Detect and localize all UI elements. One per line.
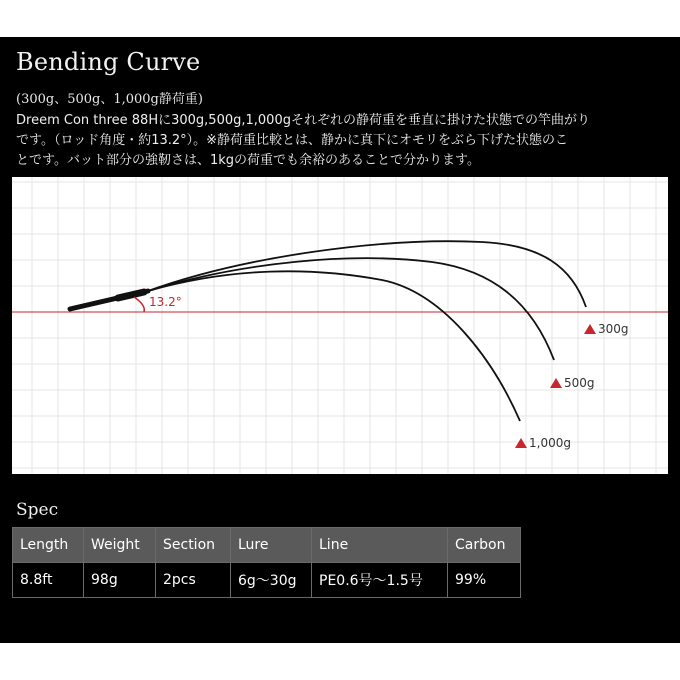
spec-value-line: PE0.6号～1.5号 xyxy=(312,563,448,598)
spec-value-row xyxy=(13,563,521,598)
spec-header-line: Line xyxy=(312,528,448,563)
spec-header-length: Length xyxy=(13,528,84,563)
bending-curve-svg xyxy=(12,177,668,474)
spec-value-section: 2pcs xyxy=(156,563,231,598)
spec-value-lure: 6g～30g xyxy=(231,563,312,598)
spec-table xyxy=(12,527,521,598)
curve-1000g xyxy=(148,271,520,421)
spec-value-carbon: 99% xyxy=(448,563,521,598)
grid xyxy=(12,177,668,474)
spec-header-section: Section xyxy=(156,528,231,563)
marker-300g xyxy=(584,324,596,334)
spec-title: Spec xyxy=(16,500,59,520)
rod-grip xyxy=(118,292,144,298)
section-title: Bending Curve xyxy=(16,48,201,76)
spec-header-carbon: Carbon xyxy=(448,528,521,563)
marker-1000g xyxy=(515,438,527,448)
label-300g: 300g xyxy=(598,322,629,336)
spec-header-weight: Weight xyxy=(84,528,156,563)
spec-value-weight: 98g xyxy=(84,563,156,598)
curve-500g xyxy=(148,258,554,360)
spec-header-row xyxy=(13,528,521,563)
description-line: です。（ロッド角度・約13.2°）。※静荷重比較とは、静かに真下にオモリをぶら下げた状態のこ xyxy=(16,133,569,148)
spec-header-lure: Lure xyxy=(231,528,312,563)
spec-value-length: 8.8ft xyxy=(13,563,84,598)
angle-label: 13.2° xyxy=(149,295,182,309)
label-500g: 500g xyxy=(564,376,595,390)
description-line: とです。バット部分の強靭さは、1kgの荷重でも余裕のあることで分かります。 xyxy=(16,153,480,168)
description-line: Dreem Con three 88Hに300g,500g,1,000gそれぞれの静荷重を垂直に掛けた状態での竿曲がり xyxy=(16,113,590,128)
label-1000g: 1,000g xyxy=(529,436,571,450)
bending-curve-chart xyxy=(12,177,668,474)
section-subtitle: (300g、500g、1,000g静荷重) xyxy=(16,92,203,107)
product-panel xyxy=(0,37,680,643)
description xyxy=(16,111,666,171)
